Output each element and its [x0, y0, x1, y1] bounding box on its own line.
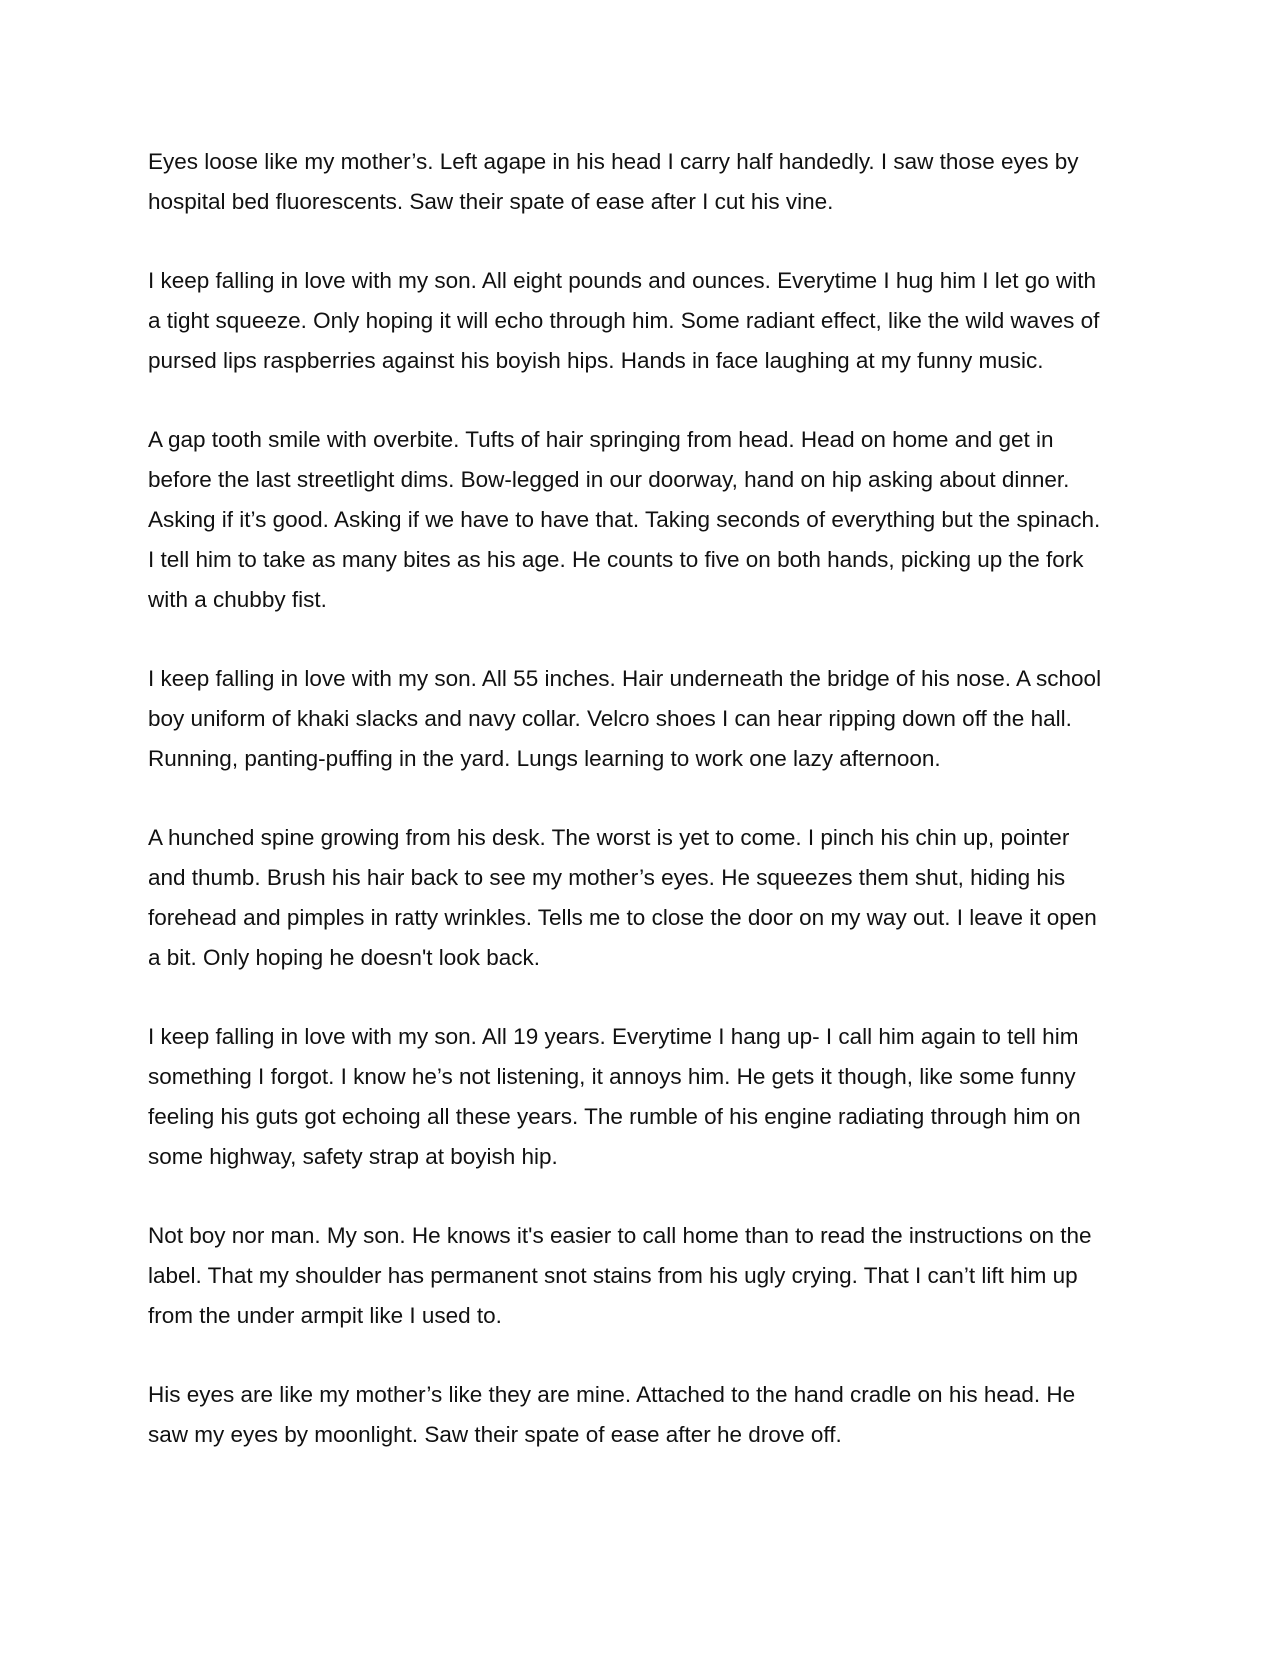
paragraph-line: I keep falling in love with my son. All 19 years. Everytime I hang up- I call him again to tell him: [148, 1024, 1079, 1049]
paragraph-8: [148, 1375, 1140, 1455]
paragraph-line: boy uniform of khaki slacks and navy collar. Velcro shoes I can hear ripping down off the hall.: [148, 706, 1072, 731]
paragraph-line: I keep falling in love with my son. All 55 inches. Hair underneath the bridge of his nose. A school: [148, 666, 1102, 691]
paragraph-line: Eyes loose like my mother’s. Left agape in his head I carry half handedly. I saw those eyes by: [148, 149, 1079, 174]
paragraph-line: pursed lips raspberries against his boyish hips. Hands in face laughing at my funny music.: [148, 348, 1044, 373]
paragraph-line: saw my eyes by moonlight. Saw their spate of ease after he drove off.: [148, 1422, 842, 1447]
paragraph-line: Not boy nor man. My son. He knows it's easier to call home than to read the instructions on the: [148, 1223, 1092, 1248]
paragraph-line: a bit. Only hoping he doesn't look back.: [148, 945, 541, 970]
paragraph-1: [148, 142, 1140, 222]
paragraph-2: [148, 261, 1140, 381]
paragraph-line: some highway, safety strap at boyish hip.: [148, 1144, 558, 1169]
document-body: [148, 142, 1140, 1494]
paragraph-line: before the last streetlight dims. Bow-legged in our doorway, hand on hip asking about dinner.: [148, 467, 1070, 492]
paragraph-line: from the under armpit like I used to.: [148, 1303, 502, 1328]
paragraph-line: Running, panting-puffing in the yard. Lungs learning to work one lazy afternoon.: [148, 746, 941, 771]
paragraph-line: hospital bed fluorescents. Saw their spate of ease after I cut his vine.: [148, 189, 834, 214]
paragraph-4: [148, 659, 1140, 779]
paragraph-6: [148, 1017, 1140, 1177]
paragraph-line: forehead and pimples in ratty wrinkles. Tells me to close the door on my way out. I leave it open: [148, 905, 1097, 930]
paragraph-line: Asking if it’s good. Asking if we have to have that. Taking seconds of everything but the spinach.: [148, 507, 1101, 532]
paragraph-line: I tell him to take as many bites as his age. He counts to five on both hands, picking up the fork: [148, 547, 1084, 572]
paragraph-line: with a chubby fist.: [148, 587, 327, 612]
paragraph-line: A hunched spine growing from his desk. The worst is yet to come. I pinch his chin up, pointer: [148, 825, 1070, 850]
paragraph-line: label. That my shoulder has permanent snot stains from his ugly crying. That I can’t lift him up: [148, 1263, 1078, 1288]
paragraph-line: A gap tooth smile with overbite. Tufts of hair springing from head. Head on home and get in: [148, 427, 1054, 452]
paragraph-3: [148, 420, 1140, 620]
paragraph-line: feeling his guts got echoing all these years. The rumble of his engine radiating through him on: [148, 1104, 1081, 1129]
paragraph-line: and thumb. Brush his hair back to see my mother’s eyes. He squeezes them shut, hiding his: [148, 865, 1066, 890]
paragraph-line: His eyes are like my mother’s like they are mine. Attached to the hand cradle on his head. He: [148, 1382, 1076, 1407]
paragraph-line: a tight squeeze. Only hoping it will echo through him. Some radiant effect, like the wild waves of: [148, 308, 1100, 333]
paragraph-line: something I forgot. I know he’s not listening, it annoys him. He gets it though, like some funny: [148, 1064, 1076, 1089]
paragraph-line: I keep falling in love with my son. All eight pounds and ounces. Everytime I hug him I let go with: [148, 268, 1097, 293]
paragraph-7: [148, 1216, 1140, 1336]
paragraph-5: [148, 818, 1140, 978]
